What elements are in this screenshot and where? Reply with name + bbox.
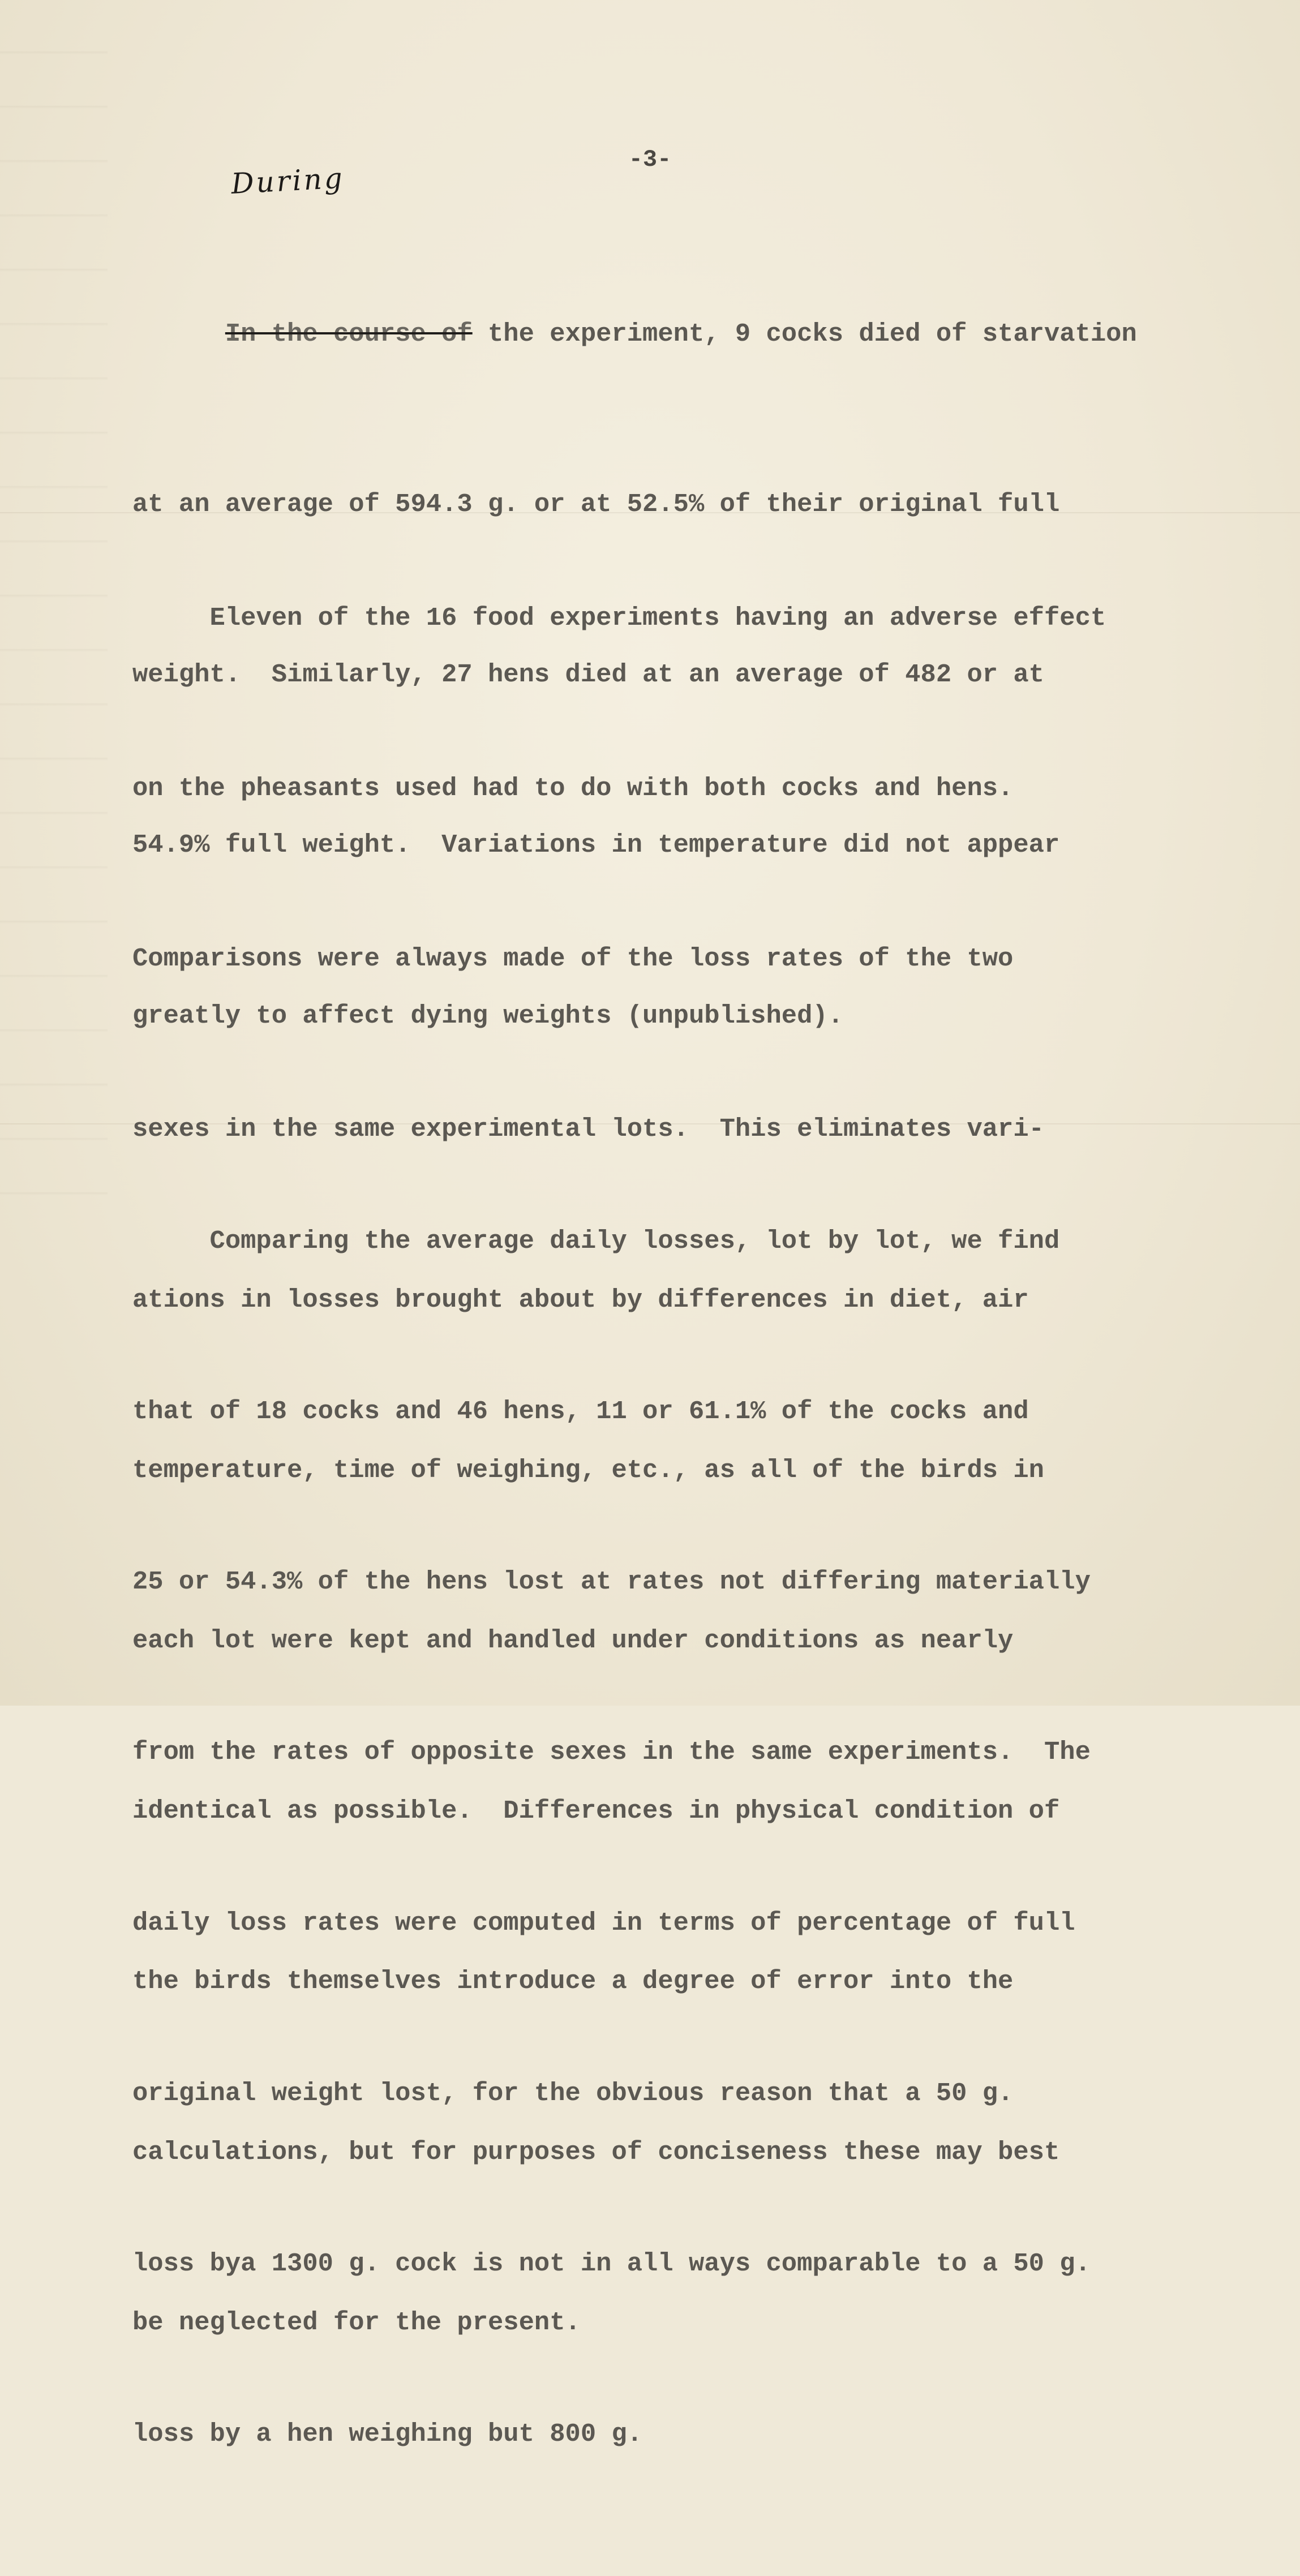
text-line: ations in losses brought about by differences in diet, air bbox=[132, 1285, 1029, 1315]
text-line: from the rates of opposite sexes in the same experiments. The bbox=[132, 1737, 1091, 1767]
page-number: -3- bbox=[628, 146, 672, 173]
text-line: the birds themselves introduce a degree of error into the bbox=[132, 1967, 1014, 1997]
text-line: weight. Similarly, 27 hens died at an average of 482 or at bbox=[132, 660, 1044, 690]
text-line: loss bya 1300 g. cock is not in all ways comparable to a 50 g. bbox=[132, 2249, 1091, 2279]
text-line: greatly to affect dying weights (unpublished). bbox=[132, 1001, 844, 1031]
text-line: Comparisons were always made of the loss rates of the two bbox=[132, 944, 1014, 974]
text-line: be neglected for the present. bbox=[132, 2307, 581, 2337]
text-line: Comparing the average daily losses, lot by lot, we find bbox=[132, 1226, 1060, 1256]
text-line: original weight lost, for the obvious reason that a 50 g. bbox=[132, 2078, 1014, 2108]
struck-text: In the course of bbox=[225, 319, 473, 349]
text-line: on the pheasants used had to do with both cocks and hens. bbox=[132, 774, 1014, 804]
text-line: identical as possible. Differences in physical condition of bbox=[132, 1796, 1060, 1826]
text-line: daily loss rates were computed in terms of percentage of full bbox=[132, 1908, 1075, 1938]
text-line: at an average of 594.3 g. or at 52.5% of their original full bbox=[132, 490, 1060, 520]
paragraph-3 bbox=[132, 1099, 1225, 2576]
text-line: sexes in the same experimental lots. This eliminates vari- bbox=[132, 1114, 1044, 1144]
handwritten-insertion: During bbox=[230, 161, 346, 200]
paragraph-1-line-1 bbox=[132, 306, 1225, 362]
text-line: each lot were kept and handled under conditions as nearly bbox=[132, 1626, 1014, 1656]
text-line: temperature, time of weighing, etc., as all of the birds in bbox=[132, 1455, 1044, 1485]
text-line: 25 or 54.3% of the hens lost at rates not differing materially bbox=[132, 1567, 1091, 1597]
text-line: Eleven of the 16 food experiments having an adverse effect bbox=[132, 603, 1106, 633]
paper-edge-texture bbox=[0, 0, 108, 1245]
text-line: loss by a hen weighing but 800 g. bbox=[132, 2419, 643, 2449]
text-line: that of 18 cocks and 46 hens, 11 or 61.1% of the cocks and bbox=[132, 1397, 1029, 1427]
text-line: calculations, but for purposes of conciseness these may best bbox=[132, 2137, 1060, 2167]
line-text: the experiment, 9 cocks died of starvation bbox=[472, 319, 1137, 349]
text-line: 54.9% full weight. Variations in temperature did not appear bbox=[132, 830, 1060, 860]
